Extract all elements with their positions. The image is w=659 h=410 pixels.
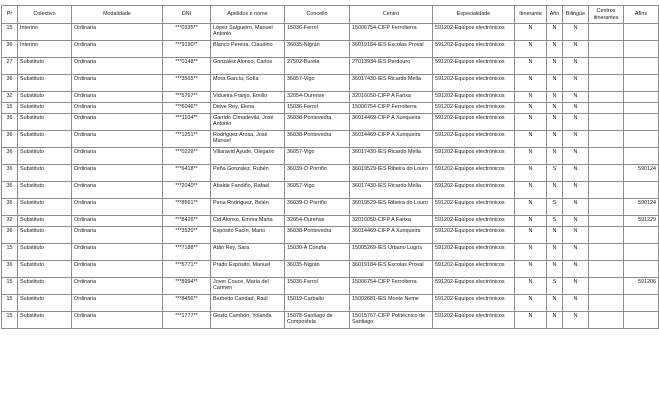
cell-especialidade: 591202-Equipos electrónicos xyxy=(433,261,515,278)
cell-pr: 15 xyxy=(2,278,18,295)
cell-centro: 36014469-CIFP A Xunqueira xyxy=(350,131,433,148)
cell-modalidade: Ordinaria xyxy=(72,41,163,58)
cell-modalidade: Ordinaria xyxy=(72,103,163,114)
cell-colectivo: Substituto xyxy=(18,182,72,199)
cell-afin: N xyxy=(547,131,563,148)
cell-bilingue: N xyxy=(563,24,589,41)
cell-especialidade: 591202-Equipos electrónicos xyxy=(433,24,515,41)
cell-centros-itinerantes xyxy=(589,114,624,131)
cell-pr: 27 xyxy=(2,58,18,75)
cell-especialidade: 591202-Equipos electrónicos xyxy=(433,58,515,75)
cell-modalidade: Ordinaria xyxy=(72,278,163,295)
cell-centros-itinerantes xyxy=(589,92,624,103)
cell-afin: N xyxy=(547,58,563,75)
table-row xyxy=(2,227,659,244)
cell-centro: 15005269-IES Urbano Lugrís xyxy=(350,244,433,261)
cell-pr: 32 xyxy=(2,92,18,103)
cell-dni: ***3520** xyxy=(163,227,211,244)
header-apelidos-nome: Apelidos e nome xyxy=(211,6,285,24)
cell-modalidade: Ordinaria xyxy=(72,227,163,244)
cell-centro: 32016050-CIFP A Farixa xyxy=(350,92,433,103)
cell-concello: 32054-Ourense xyxy=(285,92,350,103)
cell-centro: 36014469-CIFP A Xunqueira xyxy=(350,114,433,131)
cell-itinerante: N xyxy=(515,244,547,261)
cell-modalidade: Ordinaria xyxy=(72,131,163,148)
header-centro: Centro xyxy=(350,6,433,24)
cell-bilingue: N xyxy=(563,216,589,227)
table-row xyxy=(2,58,659,75)
table-row xyxy=(2,75,659,92)
cell-afin: N xyxy=(547,182,563,199)
cell-modalidade: Ordinaria xyxy=(72,199,163,216)
assignments-table xyxy=(1,5,659,329)
cell-afins xyxy=(624,131,659,148)
cell-afins xyxy=(624,261,659,278)
cell-colectivo: Substituto xyxy=(18,199,72,216)
cell-dni: ***8456** xyxy=(163,295,211,312)
cell-especialidade: 591202-Equipos electrónicos xyxy=(433,41,515,58)
cell-itinerante: N xyxy=(515,312,547,329)
cell-itinerante: N xyxy=(515,24,547,41)
cell-itinerante: N xyxy=(515,114,547,131)
cell-dni: ***1104** xyxy=(163,114,211,131)
header-afin: Afín xyxy=(547,6,563,24)
cell-afin: N xyxy=(547,227,563,244)
cell-modalidade: Ordinaria xyxy=(72,295,163,312)
cell-afin: N xyxy=(547,295,563,312)
cell-especialidade: 591202-Equipos electrónicos xyxy=(433,216,515,227)
cell-colectivo: Substituto xyxy=(18,227,72,244)
table-row xyxy=(2,312,659,329)
cell-afins xyxy=(624,75,659,92)
cell-concello: 15036-Ferrol xyxy=(285,24,350,41)
cell-centros-itinerantes xyxy=(589,312,624,329)
cell-dni: ***6046** xyxy=(163,103,211,114)
cell-itinerante: N xyxy=(515,148,547,165)
cell-apelidos-nome: Barbeito Caridad, Raúl xyxy=(211,295,285,312)
cell-pr: 36 xyxy=(2,75,18,92)
cell-centro: 36019529-IES Ribeira do Louro xyxy=(350,199,433,216)
cell-especialidade: 591202-Equipos electrónicos xyxy=(433,244,515,261)
cell-afin: N xyxy=(547,312,563,329)
cell-concello: 15036-Ferrol xyxy=(285,278,350,295)
header-bilingue: Bilingüe xyxy=(563,6,589,24)
cell-centros-itinerantes xyxy=(589,216,624,227)
cell-itinerante: N xyxy=(515,58,547,75)
cell-afin: S xyxy=(547,165,563,182)
cell-centros-itinerantes xyxy=(589,295,624,312)
cell-pr: 36 xyxy=(2,131,18,148)
cell-modalidade: Ordinaria xyxy=(72,24,163,41)
cell-centro: 36017430-IES Ricardo Mella xyxy=(350,148,433,165)
cell-concello: 15030-A Coruña xyxy=(285,244,350,261)
cell-itinerante: N xyxy=(515,75,547,92)
cell-centros-itinerantes xyxy=(589,75,624,92)
cell-dni: ***9190** xyxy=(163,41,211,58)
cell-centros-itinerantes xyxy=(589,24,624,41)
cell-especialidade: 591202-Equipos electrónicos xyxy=(433,295,515,312)
cell-centro: 36019184-IES Escolas Proval xyxy=(350,261,433,278)
cell-centro: 15006754-CIFP Ferrolterra xyxy=(350,24,433,41)
cell-apelidos-nome: Cid Alonso, Emma Marta xyxy=(211,216,285,227)
cell-afins xyxy=(624,312,659,329)
cell-apelidos-nome: Abalde Fandiño, Rafael xyxy=(211,182,285,199)
cell-apelidos-nome: Expósito Facín, Mario xyxy=(211,227,285,244)
cell-itinerante: N xyxy=(515,278,547,295)
cell-bilingue: N xyxy=(563,261,589,278)
cell-apelidos-nome: Pena Rodríguez, Belén xyxy=(211,199,285,216)
cell-bilingue: N xyxy=(563,295,589,312)
cell-afin: N xyxy=(547,41,563,58)
cell-afins xyxy=(624,295,659,312)
cell-bilingue: N xyxy=(563,131,589,148)
header-colectivo: Colectivo xyxy=(18,6,72,24)
header-dni: DNI xyxy=(163,6,211,24)
cell-concello: 36035-Nigrán xyxy=(285,261,350,278)
cell-colectivo: Substituto xyxy=(18,148,72,165)
cell-bilingue: N xyxy=(563,92,589,103)
cell-colectivo: Substituto xyxy=(18,216,72,227)
cell-bilingue: N xyxy=(563,148,589,165)
table-row xyxy=(2,165,659,182)
cell-apelidos-nome: López Salgueiro, Manuel Antonio xyxy=(211,24,285,41)
cell-itinerante: N xyxy=(515,41,547,58)
cell-afins xyxy=(624,114,659,131)
header-centros-itinerantes: Centros itinerantes xyxy=(589,6,624,24)
cell-dni: ***1251** xyxy=(163,131,211,148)
table-row xyxy=(2,41,659,58)
cell-itinerante: N xyxy=(515,165,547,182)
cell-centros-itinerantes xyxy=(589,244,624,261)
cell-afins xyxy=(624,227,659,244)
cell-bilingue: N xyxy=(563,227,589,244)
cell-apelidos-nome: Blanco Pereira, Claudino xyxy=(211,41,285,58)
cell-itinerante: N xyxy=(515,295,547,312)
table-row xyxy=(2,278,659,295)
cell-dni: ***0148** xyxy=(163,58,211,75)
cell-modalidade: Ordinaria xyxy=(72,148,163,165)
cell-pr: 15 xyxy=(2,312,18,329)
cell-concello: 36038-Pontevedra xyxy=(285,131,350,148)
cell-pr: 15 xyxy=(2,24,18,41)
cell-centro: 15002681-IES Monte Neme xyxy=(350,295,433,312)
cell-modalidade: Ordinaria xyxy=(72,261,163,278)
cell-concello: 36038-Pontevedra xyxy=(285,114,350,131)
table-row xyxy=(2,199,659,216)
cell-pr: 36 xyxy=(2,182,18,199)
cell-pr: 36 xyxy=(2,114,18,131)
cell-afins xyxy=(624,24,659,41)
cell-pr: 15 xyxy=(2,103,18,114)
cell-especialidade: 591202-Equipos electrónicos xyxy=(433,227,515,244)
cell-modalidade: Ordinaria xyxy=(72,182,163,199)
cell-itinerante: N xyxy=(515,131,547,148)
cell-pr: 15 xyxy=(2,244,18,261)
cell-centros-itinerantes xyxy=(589,261,624,278)
cell-centros-itinerantes xyxy=(589,165,624,182)
cell-especialidade: 591202-Equipos electrónicos xyxy=(433,182,515,199)
cell-concello: 36057-Vigo xyxy=(285,182,350,199)
cell-afin: N xyxy=(547,261,563,278)
cell-colectivo: Interino xyxy=(18,24,72,41)
cell-concello: 32054-Ourense xyxy=(285,216,350,227)
cell-afins xyxy=(624,41,659,58)
cell-modalidade: Ordinaria xyxy=(72,58,163,75)
cell-afin: N xyxy=(547,114,563,131)
cell-apelidos-nome: Mora García, Sofía xyxy=(211,75,285,92)
cell-bilingue: N xyxy=(563,58,589,75)
cell-centro: 36017430-IES Ricardo Mella xyxy=(350,75,433,92)
table-row xyxy=(2,103,659,114)
cell-apelidos-nome: Prado Expósito, Manuel xyxy=(211,261,285,278)
cell-afins: 591229 xyxy=(624,216,659,227)
cell-apelidos-nome: Atán Rey, Sara xyxy=(211,244,285,261)
cell-apelidos-nome: Deive Rey, Elena xyxy=(211,103,285,114)
table-row xyxy=(2,131,659,148)
cell-pr: 36 xyxy=(2,41,18,58)
cell-concello: 15078-Santiago de Compostela xyxy=(285,312,350,329)
cell-centro: 27013934-IES Perdouro xyxy=(350,58,433,75)
cell-pr: 36 xyxy=(2,227,18,244)
cell-concello: 15019-Carballo xyxy=(285,295,350,312)
cell-centros-itinerantes xyxy=(589,278,624,295)
header-itinerante: Itinerante xyxy=(515,6,547,24)
cell-colectivo: Substituto xyxy=(18,261,72,278)
cell-modalidade: Ordinaria xyxy=(72,92,163,103)
cell-concello: 36057-Vigo xyxy=(285,148,350,165)
table-row xyxy=(2,114,659,131)
cell-centros-itinerantes xyxy=(589,103,624,114)
cell-centros-itinerantes xyxy=(589,58,624,75)
cell-bilingue: N xyxy=(563,114,589,131)
cell-afin: S xyxy=(547,199,563,216)
cell-colectivo: Substituto xyxy=(18,278,72,295)
cell-centro: 15015767-CIFP Politécnico de Santiago xyxy=(350,312,433,329)
cell-itinerante: N xyxy=(515,216,547,227)
table-body xyxy=(2,24,659,329)
cell-centro: 36019529-IES Ribeira do Louro xyxy=(350,165,433,182)
cell-modalidade: Ordinaria xyxy=(72,165,163,182)
cell-afin: N xyxy=(547,75,563,92)
cell-especialidade: 591202-Equipos electrónicos xyxy=(433,165,515,182)
cell-bilingue: N xyxy=(563,41,589,58)
cell-afins xyxy=(624,244,659,261)
cell-apelidos-nome: Rodríguez Arosa, José Manuel xyxy=(211,131,285,148)
cell-colectivo: Substituto xyxy=(18,131,72,148)
cell-apelidos-nome: Vidueira Franjo, Emilio xyxy=(211,92,285,103)
table-row xyxy=(2,216,659,227)
cell-centros-itinerantes xyxy=(589,182,624,199)
cell-apelidos-nome: Gesto Cambón, Yolanda xyxy=(211,312,285,329)
cell-itinerante: N xyxy=(515,182,547,199)
cell-afins xyxy=(624,103,659,114)
header-modalidade: Modalidade xyxy=(72,6,163,24)
cell-dni: ***8426** xyxy=(163,216,211,227)
cell-concello: 36039-O Porriño xyxy=(285,199,350,216)
header-concello: Concello xyxy=(285,6,350,24)
cell-modalidade: Ordinaria xyxy=(72,244,163,261)
cell-colectivo: Substituto xyxy=(18,114,72,131)
cell-centro: 32016050-CIFP A Farixa xyxy=(350,216,433,227)
cell-especialidade: 591202-Equipos electrónicos xyxy=(433,148,515,165)
cell-especialidade: 591202-Equipos electrónicos xyxy=(433,103,515,114)
cell-dni: ***3565** xyxy=(163,75,211,92)
cell-pr: 36 xyxy=(2,199,18,216)
table-row xyxy=(2,244,659,261)
cell-afin: S xyxy=(547,278,563,295)
cell-modalidade: Ordinaria xyxy=(72,114,163,131)
cell-afin: N xyxy=(547,148,563,165)
cell-apelidos-nome: Peña Gonzalez, Rubén xyxy=(211,165,285,182)
cell-especialidade: 591202-Equipos electrónicos xyxy=(433,75,515,92)
cell-colectivo: Substituto xyxy=(18,92,72,103)
cell-modalidade: Ordinaria xyxy=(72,75,163,92)
cell-bilingue: N xyxy=(563,182,589,199)
cell-colectivo: Substituto xyxy=(18,75,72,92)
header-afins: Afíns xyxy=(624,6,659,24)
header-pr: Pr xyxy=(2,6,18,24)
cell-bilingue: N xyxy=(563,244,589,261)
cell-afin: N xyxy=(547,103,563,114)
cell-dni: ***1777** xyxy=(163,312,211,329)
cell-afin: N xyxy=(547,244,563,261)
cell-afin: N xyxy=(547,24,563,41)
cell-afins xyxy=(624,148,659,165)
cell-dni: ***5771** xyxy=(163,261,211,278)
cell-pr: 36 xyxy=(2,165,18,182)
cell-afins xyxy=(624,92,659,103)
cell-concello: 36057-Vigo xyxy=(285,75,350,92)
cell-dni: ***8561** xyxy=(163,199,211,216)
cell-afins: 590124 xyxy=(624,165,659,182)
cell-apelidos-nome: Jover Couce, María del Carmen xyxy=(211,278,285,295)
cell-centro: 36019184-IES Escolas Proval xyxy=(350,41,433,58)
cell-apelidos-nome: Garrido Cimadevila, José Antonio xyxy=(211,114,285,131)
cell-itinerante: N xyxy=(515,261,547,278)
table-row xyxy=(2,295,659,312)
cell-itinerante: N xyxy=(515,103,547,114)
cell-especialidade: 591202-Equipos electrónicos xyxy=(433,114,515,131)
table-row xyxy=(2,24,659,41)
cell-afin: N xyxy=(547,92,563,103)
cell-centros-itinerantes xyxy=(589,131,624,148)
table-header-row xyxy=(2,6,659,24)
cell-centro: 36014469-CIFP A Xunqueira xyxy=(350,227,433,244)
cell-colectivo: Substituto xyxy=(18,58,72,75)
cell-especialidade: 591202-Equipos electrónicos xyxy=(433,131,515,148)
cell-itinerante: N xyxy=(515,92,547,103)
cell-dni: ***2040** xyxy=(163,182,211,199)
cell-dni: ***0335** xyxy=(163,24,211,41)
cell-concello: 36035-Nigrán xyxy=(285,41,350,58)
cell-bilingue: N xyxy=(563,165,589,182)
cell-centros-itinerantes xyxy=(589,41,624,58)
cell-bilingue: N xyxy=(563,199,589,216)
cell-colectivo: Interino xyxy=(18,41,72,58)
cell-modalidade: Ordinaria xyxy=(72,216,163,227)
cell-especialidade: 591202-Equipos electrónicos xyxy=(433,278,515,295)
cell-colectivo: Substituto xyxy=(18,312,72,329)
assignments-table-container xyxy=(1,5,659,329)
cell-especialidade: 591202-Equipos electrónicos xyxy=(433,312,515,329)
cell-afins: 590124 xyxy=(624,199,659,216)
cell-centro: 36017430-IES Ricardo Mella xyxy=(350,182,433,199)
cell-concello: 15036-Ferrol xyxy=(285,103,350,114)
cell-pr: 36 xyxy=(2,148,18,165)
cell-pr: 15 xyxy=(2,295,18,312)
cell-pr: 32 xyxy=(2,216,18,227)
cell-centros-itinerantes xyxy=(589,227,624,244)
cell-concello: 36039-O Porriño xyxy=(285,165,350,182)
cell-apelidos-nome: González Alonso, Carlos xyxy=(211,58,285,75)
cell-afins xyxy=(624,58,659,75)
cell-dni: ***6418** xyxy=(163,165,211,182)
cell-afins: 591206 xyxy=(624,278,659,295)
table-row xyxy=(2,148,659,165)
cell-bilingue: N xyxy=(563,312,589,329)
cell-especialidade: 591202-Equipos electrónicos xyxy=(433,92,515,103)
cell-dni: ***5797** xyxy=(163,92,211,103)
cell-centro: 15006754-CIFP Ferrolterra xyxy=(350,278,433,295)
cell-dni: ***7188** xyxy=(163,244,211,261)
table-row xyxy=(2,92,659,103)
cell-bilingue: N xyxy=(563,103,589,114)
cell-centro: 15006754-CIFP Ferrolterra xyxy=(350,103,433,114)
cell-colectivo: Substituto xyxy=(18,295,72,312)
cell-itinerante: N xyxy=(515,199,547,216)
cell-modalidade: Ordinaria xyxy=(72,312,163,329)
cell-bilingue: N xyxy=(563,278,589,295)
header-especialidade: Especialidade xyxy=(433,6,515,24)
cell-pr: 36 xyxy=(2,261,18,278)
cell-dni: ***8994** xyxy=(163,278,211,295)
cell-concello: 36038-Pontevedra xyxy=(285,227,350,244)
cell-centros-itinerantes xyxy=(589,199,624,216)
cell-itinerante: N xyxy=(515,227,547,244)
cell-colectivo: Substituto xyxy=(18,244,72,261)
cell-centros-itinerantes xyxy=(589,148,624,165)
cell-concello: 27502-Burela xyxy=(285,58,350,75)
cell-apelidos-nome: Villaravid Ayude, Olegario xyxy=(211,148,285,165)
table-row xyxy=(2,261,659,278)
cell-colectivo: Substituto xyxy=(18,103,72,114)
cell-afin: S xyxy=(547,216,563,227)
cell-bilingue: N xyxy=(563,75,589,92)
table-row xyxy=(2,182,659,199)
cell-colectivo: Substituto xyxy=(18,165,72,182)
cell-dni: ***0229** xyxy=(163,148,211,165)
cell-afins xyxy=(624,182,659,199)
cell-especialidade: 591202-Equipos electrónicos xyxy=(433,199,515,216)
